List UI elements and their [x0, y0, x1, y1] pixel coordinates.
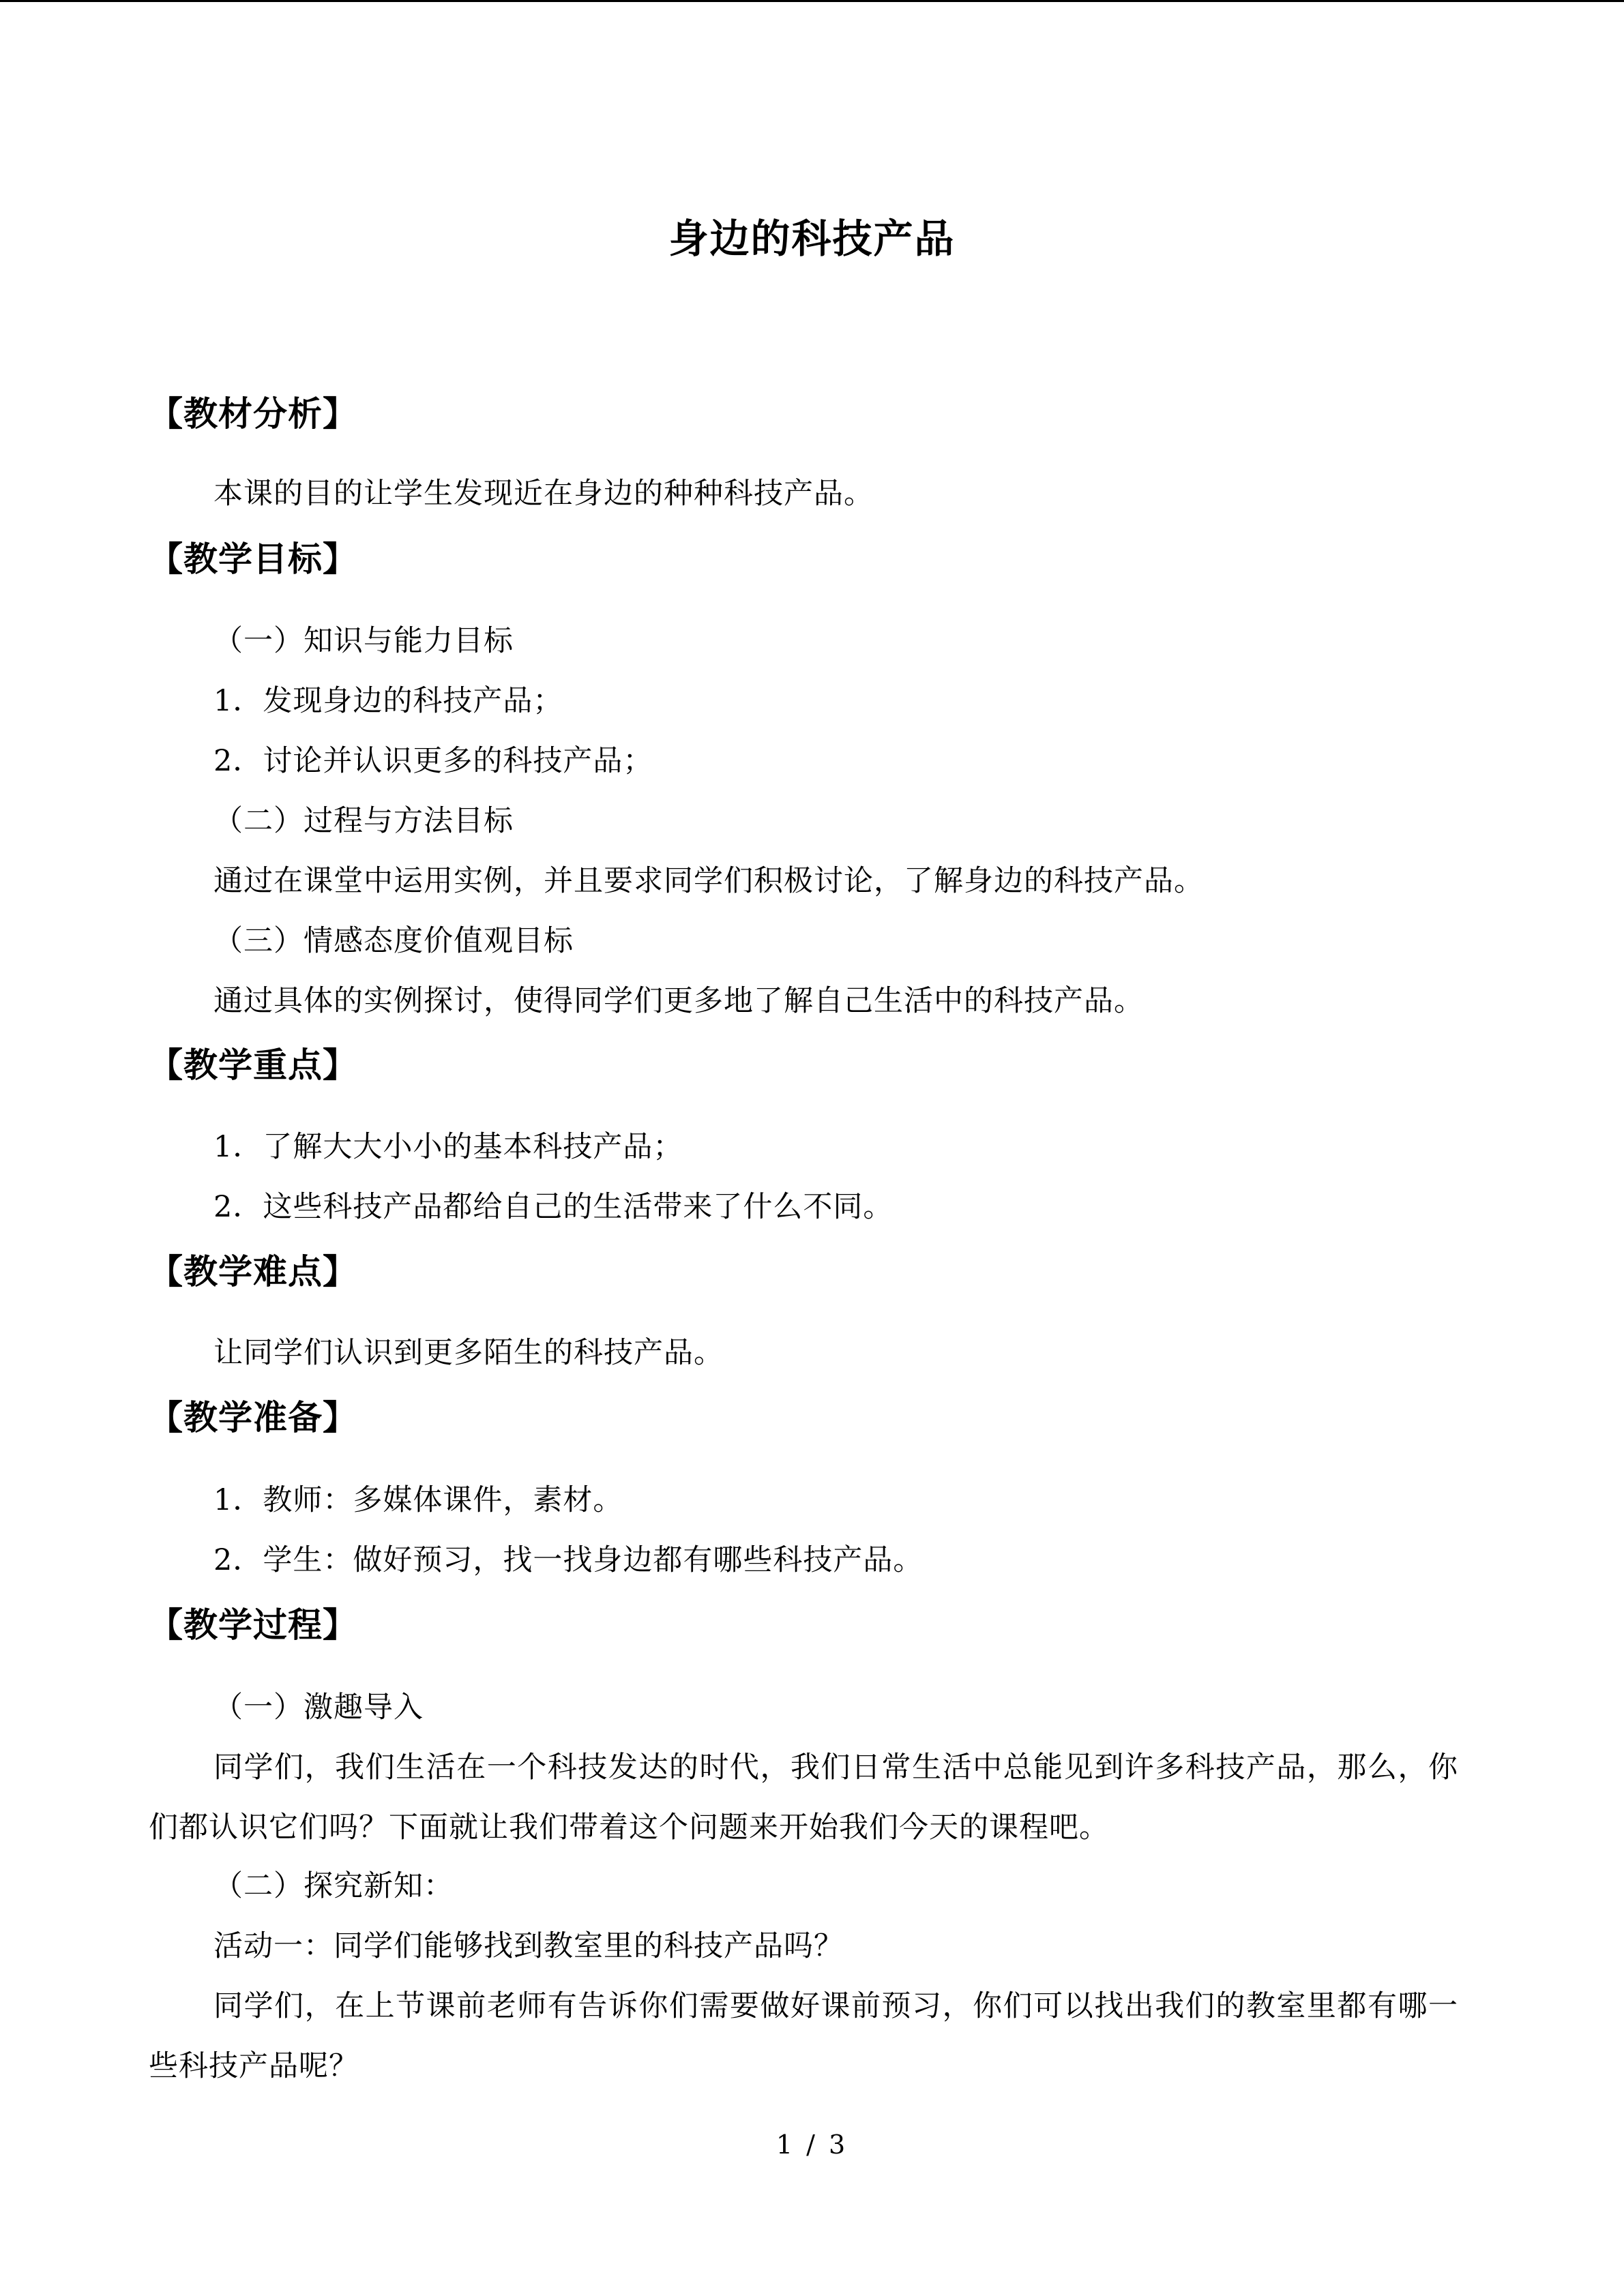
heading-preparation: 【教学准备】 [149, 1397, 357, 1437]
goals-subheading-attitude: （三）情感态度价值观目标 [213, 924, 574, 958]
preparation-item-2: 2．学生：做好预习，找一找身边都有哪些科技产品。 [213, 1543, 924, 1577]
process-activity-1: 活动一：同学们能够找到教室里的科技产品吗？ [213, 1929, 844, 1963]
top-border-line [0, 0, 1624, 2]
difficulties-paragraph: 让同学们认识到更多陌生的科技产品。 [213, 1336, 724, 1370]
process-subheading-intro: （一）激趣导入 [213, 1690, 424, 1725]
goals-item-2: 2．讨论并认识更多的科技产品； [213, 744, 653, 778]
key-points-item-2: 2．这些科技产品都给自己的生活带来了什么不同。 [213, 1190, 894, 1224]
key-points-item-1: 1．了解大大小小的基本科技产品； [213, 1130, 683, 1164]
process-subheading-explore: （二）探究新知： [213, 1869, 454, 1903]
goals-subheading-knowledge: （一）知识与能力目标 [213, 624, 514, 658]
page-number: 1 / 3 [776, 2130, 848, 2160]
heading-teaching-goals: 【教学目标】 [149, 539, 357, 579]
heading-textbook-analysis: 【教材分析】 [149, 393, 357, 434]
heading-teaching-process: 【教学过程】 [149, 1605, 357, 1645]
analysis-paragraph: 本课的目的让学生发现近在身边的种种科技产品。 [213, 477, 874, 511]
goals-process-paragraph: 通过在课堂中运用实例，并且要求同学们积极讨论，了解身边的科技产品。 [213, 864, 1204, 898]
process-activity-paragraph: 同学们，在上节课前老师有告诉你们需要做好课前预习，你们可以找出我们的教室里都有哪一些科技产品呢？ [149, 1989, 1458, 2083]
heading-difficulties: 【教学难点】 [149, 1251, 357, 1292]
goals-item-1: 1．发现身边的科技产品； [213, 684, 563, 718]
goals-attitude-paragraph: 通过具体的实例探讨，使得同学们更多地了解自己生活中的科技产品。 [213, 984, 1144, 1018]
heading-key-points: 【教学重点】 [149, 1045, 357, 1085]
process-intro-paragraph: 同学们，我们生活在一个科技发达的时代，我们日常生活中总能见到许多科技产品，那么，你们都认识它们吗？下面就让我们带着这个问题来开始我们今天的课程吧。 [149, 1750, 1458, 1845]
goals-subheading-process: （二）过程与方法目标 [213, 804, 514, 838]
document-title: 身边的科技产品 [668, 215, 956, 262]
preparation-item-1: 1．教师：多媒体课件，素材。 [213, 1483, 623, 1517]
